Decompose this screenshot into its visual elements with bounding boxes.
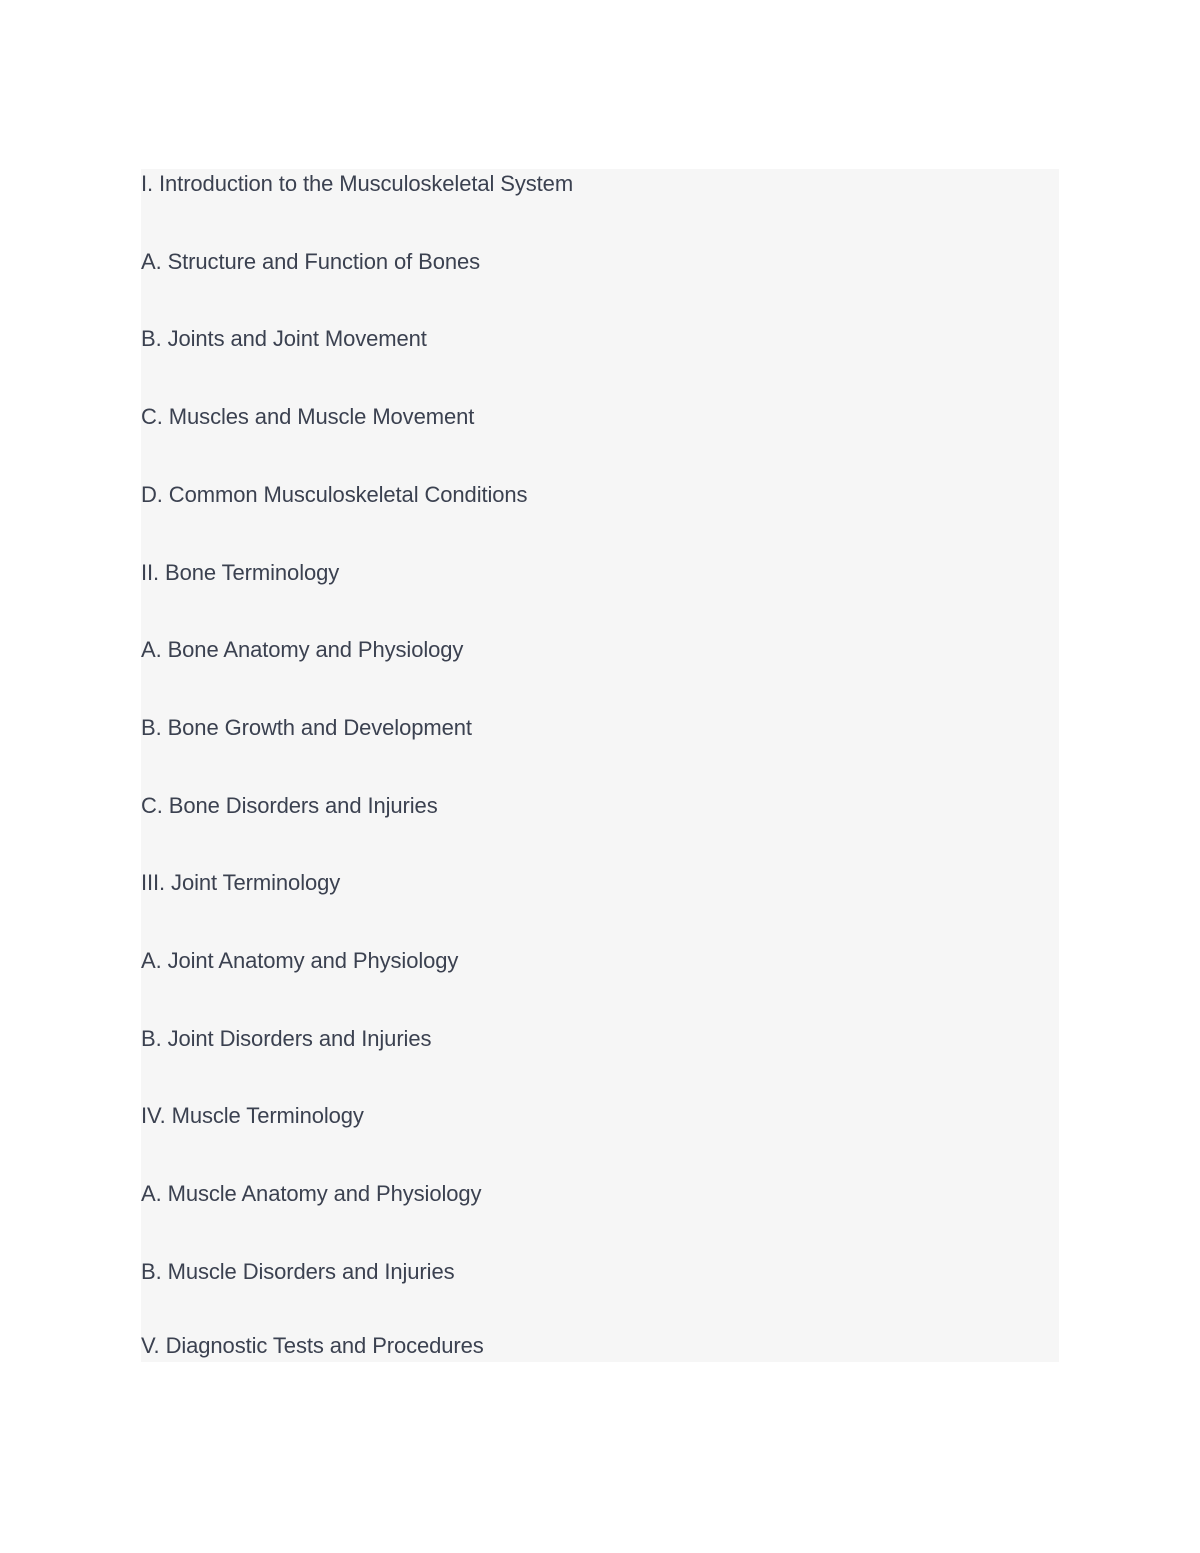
outline-heading-3: III. Joint Terminology	[141, 870, 341, 896]
outline-subitem: D. Common Musculoskeletal Conditions	[141, 481, 528, 507]
outline-subitem: B. Joints and Joint Movement	[141, 326, 427, 352]
outline-subitem: A. Joint Anatomy and Physiology	[141, 948, 459, 973]
outline-heading-1: I. Introduction to the Musculoskeletal System	[141, 171, 574, 196]
outline-heading-2: II. Bone Terminology	[141, 559, 340, 585]
outline-subitem: C. Muscles and Muscle Movement	[141, 404, 475, 430]
outline-subitem: B. Joint Disorders and Injuries	[141, 1025, 432, 1051]
outline-subitem: B. Muscle Disorders and Injuries	[141, 1258, 455, 1284]
outline-block	[141, 169, 1059, 1362]
outline-subitem: A. Bone Anatomy and Physiology	[141, 637, 464, 663]
outline-subitem: B. Bone Growth and Development	[141, 714, 472, 740]
outline-heading-4: IV. Muscle Terminology	[141, 1103, 364, 1129]
outline-subitem: C. Bone Disorders and Injuries	[141, 792, 438, 818]
outline-subitem: A. Structure and Function of Bones	[141, 248, 481, 274]
outline-heading-5: V. Diagnostic Tests and Procedures	[141, 1333, 484, 1358]
outline-subitem: A. Muscle Anatomy and Physiology	[141, 1181, 482, 1207]
